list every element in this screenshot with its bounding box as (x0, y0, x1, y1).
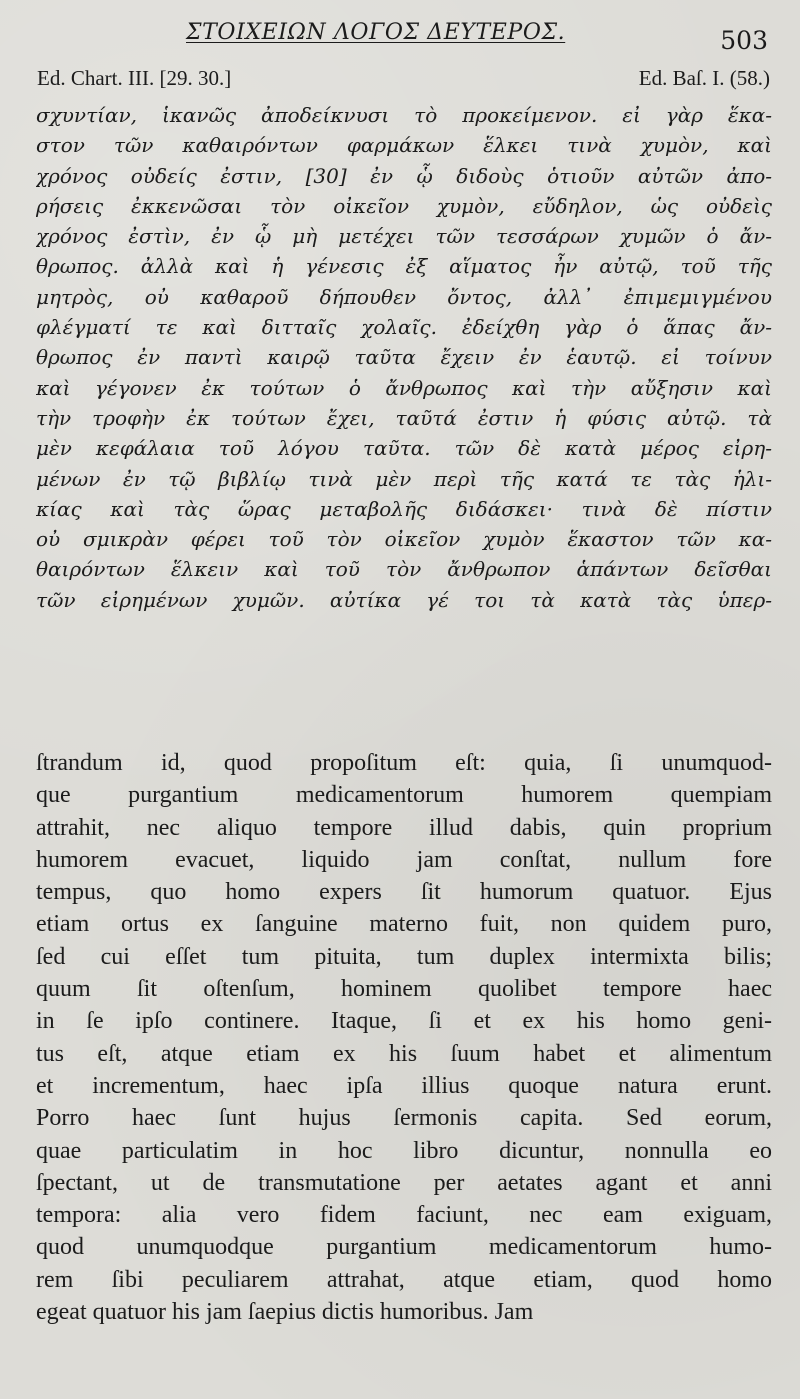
greek-line: θρωπος. ἀλλὰ καὶ ἡ γένεσις ἐξ αἵματος ἦν αὐτῷ, τοῦ τῆς (36, 254, 772, 279)
latin-line: tempus, quo homo expers ſit humorum quatuor. Ejus (36, 879, 772, 906)
latin-line: que purgantium medicamentorum humorem quempiam (36, 782, 772, 809)
greek-line: φλέγματί τε καὶ διτταῖς χολαῖς. ἐδείχθη γὰρ ὁ ἅπας ἄν- (36, 315, 772, 340)
greek-line: χρόνος οὐδείς ἐστιν, [30] ἐν ᾧ διδοὺς ὁτιοῦν αὐτῶν ἀπο- (36, 163, 772, 188)
latin-line: ſpectant, ut de transmutatione per aetates agant et anni (36, 1169, 772, 1196)
greek-line: κίας καὶ τὰς ὥρας μεταβολῆς διδάσκει· τινὰ δὲ πίστιν (36, 496, 772, 521)
running-head: ΣΤΟΙΧΕΙΩΝ ΛΟΓΟΣ ΔΕΥΤΕΡΟΣ. (186, 20, 566, 45)
latin-line: tus eſt, atque etiam ex his ſuum habet et alimentum (36, 1040, 772, 1067)
greek-line: οὐ σμικρὰν φέρει τοῦ τὸν οἰκεῖον χυμὸν ἕκαστον τῶν κα- (36, 527, 772, 552)
page-number: 503 (720, 26, 768, 55)
latin-line: etiam ortus ex ſanguine materno fuit, non quidem puro, (36, 911, 772, 938)
greek-line: χρόνος ἐστὶν, ἐν ᾧ μὴ μετέχει τῶν τεσσάρων χυμῶν ὁ ἄν- (36, 224, 772, 249)
edition-reference-basel: Ed. Baſ. I. (58.) (638, 66, 770, 90)
latin-text-block (36, 747, 772, 1328)
greek-line: μὲν κεφάλαια τοῦ λόγου ταῦτα. τῶν δὲ κατὰ μέρος εἰρη- (36, 436, 772, 461)
greek-text-block (36, 100, 772, 615)
latin-line: in ſe ipſo continere. Itaque, ſi et ex his homo geni- (36, 1008, 772, 1035)
greek-line: σχυντίαν, ἱκανῶς ἀποδείκνυσι τὸ προκείμενον. εἰ γὰρ ἕκα- (36, 103, 772, 127)
latin-line: attrahit, nec aliquo tempore illud dabis, quin proprium (36, 814, 772, 841)
latin-line: quum ſit oſtenſum, hominem quolibet tempore haec (36, 976, 772, 1003)
latin-line: humorem evacuet, liquido jam conſtat, nullum fore (36, 846, 772, 873)
greek-line: θρωπος ἐν παντὶ καιρῷ ταῦτα ἔχειν ἐν ἑαυτῷ. εἰ τοίνυν (36, 345, 772, 370)
latin-line: egeat quatuor his jam ſaepius dictis humoribus. Jam (36, 1299, 534, 1326)
latin-line: quae particulatim in hoc libro dicuntur, nonnulla eo (36, 1137, 772, 1164)
greek-line: τὴν τροφὴν ἐκ τούτων ἔχει, ταῦτά ἐστιν ἡ φύσις αὐτῷ. τὰ (36, 405, 772, 430)
greek-line: καὶ γέγονεν ἐκ τούτων ὁ ἄνθρωπος καὶ τὴν αὔξησιν καὶ (36, 375, 772, 400)
greek-line: μένων ἐν τῷ βιβλίῳ τινὰ μὲν περὶ τῆς κατά τε τὰς ἡλι- (36, 466, 772, 491)
latin-line: quod unumquodque purgantium medicamentorum humo- (36, 1234, 772, 1261)
latin-line: tempora: alia vero fidem faciunt, nec eam exiguam, (36, 1202, 772, 1229)
latin-line: ſed cui eſſet tum pituita, tum duplex intermixta bilis; (36, 943, 772, 970)
latin-line: et incrementum, haec ipſa illius quoque natura erunt. (36, 1072, 772, 1099)
latin-line: Porro haec ſunt hujus ſermonis capita. Sed eorum, (36, 1105, 772, 1132)
edition-reference-chartier: Ed. Chart. III. [29. 30.] (37, 66, 232, 90)
greek-line: στον τῶν καθαιρόντων φαρμάκων ἕλκει τινὰ χυμὸν, καὶ (36, 133, 772, 158)
greek-line: μητρὸς, οὐ καθαροῦ δήπουθεν ὄντος, ἀλλ᾽ ἐπιμεμιγμένου (36, 284, 772, 309)
latin-line: ſtrandum id, quod propoſitum eſt: quia, ſi unumquod- (36, 750, 772, 776)
greek-line: ρήσεις ἐκκενῶσαι τὸν οἰκεῖον χυμὸν, εὔδηλον, ὡς οὐδεὶς (36, 193, 772, 218)
latin-line: rem ſibi peculiarem attrahat, atque etiam, quod homo (36, 1266, 772, 1293)
greek-line: τῶν εἰρημένων χυμῶν. αὐτίκα γέ τοι τὰ κατὰ τὰς ὑπερ- (36, 587, 772, 612)
greek-line: θαιρόντων ἕλκειν καὶ τοῦ τὸν ἄνθρωπον ἁπάντων δεῖσθαι (36, 557, 772, 582)
